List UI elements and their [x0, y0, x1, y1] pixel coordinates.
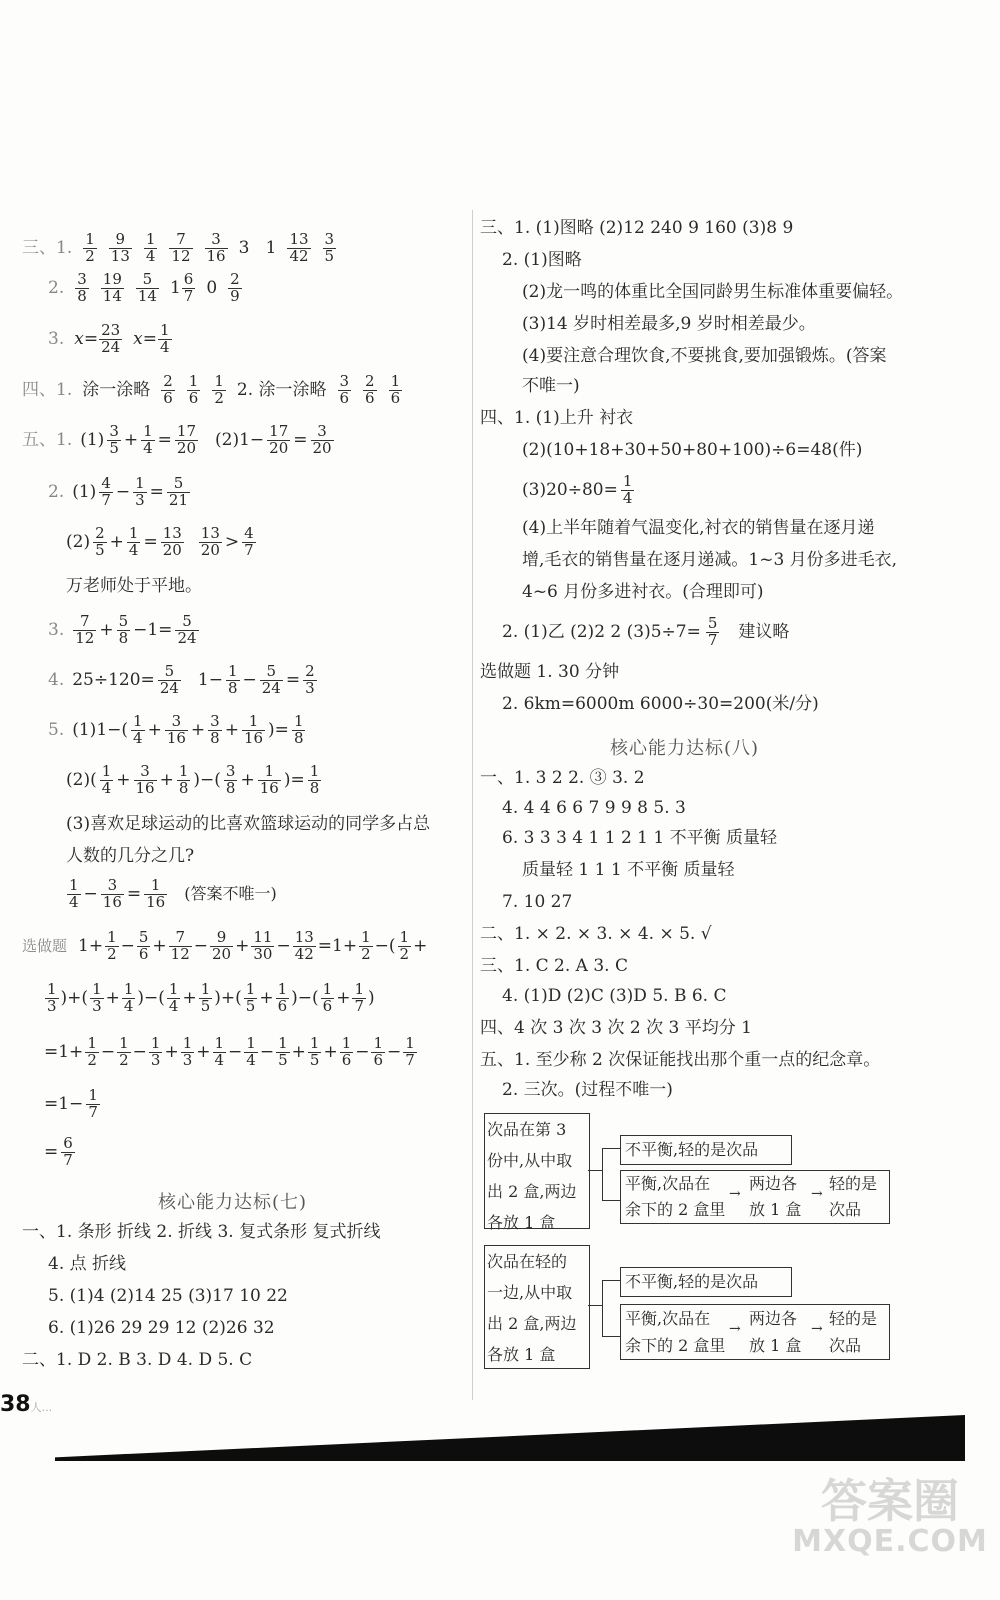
- answer-line: 人数的几分之几?: [66, 846, 195, 866]
- answer-line: 2. (1)图略: [502, 250, 582, 270]
- answer-line: (2)龙一鸣的体重比全国同龄男生标准体重要偏轻。: [522, 282, 904, 302]
- connector-line: [602, 1280, 620, 1281]
- answer-line: 1 4 − $\frac{3}{16}$ = $\frac{1}{16}$ (答案不唯一): [69, 876, 277, 911]
- connector-line: [602, 1148, 620, 1149]
- answer-line: 2. (1)乙 (2)2 2 (3)5÷7= $\frac{5}{7}$ 建议略: [502, 614, 790, 649]
- flow-start-box: 次品在第 3 份中,从中取 出 2 盒,两边 各放 1 盒: [484, 1113, 590, 1229]
- answer-line: 三、1. C 2. A 3. C: [480, 956, 628, 976]
- answer-line: 6. 3 3 3 4 1 1 2 1 1 不平衡 质量轻: [502, 828, 778, 848]
- arrow-right-icon: →: [729, 1186, 741, 1202]
- connector-line: [602, 1200, 620, 1201]
- answer-line: 2. 6km=6000m 6000÷30=200(米/分): [502, 694, 819, 714]
- balanced-box: 平衡,次品在 余下的 2 盒里 两边各 放 1 盒 轻的是 次品 → →: [620, 1304, 890, 1360]
- section-title: 核心能力达标(八): [610, 738, 760, 759]
- answer-line: (3)14 岁时相差最多,9 岁时相差最少。: [522, 314, 816, 334]
- answer-line: 7. 10 27: [502, 892, 573, 912]
- connector-line: [588, 1305, 602, 1306]
- answer-line: 2. (1) 4 7 − $\frac{1}{3}$ = $\frac{5}{21}$: [48, 474, 189, 509]
- answer-line: 4. 4 4 6 6 7 9 9 8 5. 3: [502, 798, 686, 818]
- flow-start-box: 次品在轻的 一边,从中取 出 2 盒,两边 各放 1 盒: [484, 1245, 590, 1369]
- answer-line: 4. (1)D (2)C (3)D 5. B 6. C: [502, 986, 727, 1006]
- answer-line: =1− $\frac{1}{7}$: [44, 1086, 98, 1121]
- answer-line: (2)( 1 4 + $\frac{3}{16}$ + $\frac{1}{8}$ )−( 3 8 + $\frac{1}{16}$ )= $\frac{1}{8}$: [66, 762, 320, 797]
- answer-line: 3. x= $\frac{23}{24}$ x= $\frac{1}{4}$: [48, 321, 170, 356]
- answer-line: 四、1. 涂一涂略 2 6 1 6 1 2 2. 涂一涂略 3 6 2 6 1 6: [22, 372, 401, 407]
- item-marker: 三、1.: [22, 237, 73, 258]
- answer-line: 2. 3 8 19 14 5 14 1 6 7 0 2 9: [48, 270, 240, 305]
- answer-line: =1+ $\frac{1}{2}$ − $\frac{1}{2}$ − $\frac{1}{3}$ + $\frac{1}{3}$ + $\frac{1}{4}$ − $\frac{1}{4}$ − $\frac{1}{5}$ + $\frac{1}{5}$ + $\frac{1}{6}$ − $\frac{1}{6}$ − $\frac{1}{7}$: [44, 1034, 415, 1069]
- unbalanced-box: 不平衡,轻的是次品: [620, 1135, 792, 1165]
- arrow-right-icon: →: [811, 1321, 823, 1337]
- answer-line: 5. (1)1−( 1 4 + $\frac{3}{16}$ + $\frac{3}{8}$ + $\frac{1}{16}$ )= $\frac{1}{8}$: [48, 712, 304, 747]
- answer-line: 4. 25÷120= $\frac{5}{24}$ 1− $\frac{1}{8}$ − $\frac{5}{24}$ = $\frac{2}{3}$: [48, 662, 315, 697]
- answer-line: 一、1. 3 2 2. ③ 3. 2: [480, 768, 645, 788]
- answer-line: 6. (1)26 29 29 12 (2)26 32: [48, 1318, 275, 1338]
- answer-line: 一、1. 条形 折线 2. 折线 3. 复式条形 复式折线: [22, 1222, 381, 1242]
- footer-bar: [55, 1415, 965, 1461]
- page-number: 38人...: [0, 1392, 53, 1417]
- answer-line: 选做题 1+ $\frac{1}{2}$ − $\frac{5}{6}$ + $\frac{7}{12}$ − $\frac{9}{20}$ + $\frac{11}{30}$ − $\frac{13}{42}$ =1+ $\frac{1}{2}$ −( 1 2 +: [22, 928, 428, 963]
- connector-line: [602, 1280, 603, 1336]
- answer-line: 增,毛衣的销售量在逐月递减。1~3 月份多进毛衣,: [522, 550, 898, 570]
- answer-line: 1 3 )+( 1 3 + $\frac{1}{4}$ )−( 1 4 + $\frac{1}{5}$ )+( 1 5 + $\frac{1}{6}$ )−( 1 6 + $\frac{1}{7}$ ): [47, 980, 375, 1015]
- watermark: 答案圈 MXQE.COM: [792, 1474, 988, 1559]
- answer-line: 3. 7 12 + $\frac{5}{8}$ −1= $\frac{5}{24}$: [48, 612, 197, 647]
- answer-line: 万老师处于平地。: [66, 576, 202, 596]
- answer-line: 选做题 1. 30 分钟: [480, 662, 620, 682]
- answer-line: 五、1. (1) 3 5 + $\frac{1}{4}$ = $\frac{17}{20}$ (2)1− $\frac{17}{20}$ = $\frac{3}{20}$: [22, 422, 332, 457]
- answer-line: = $\frac{6}{7}$: [44, 1134, 73, 1169]
- answer-line: 不唯一): [522, 376, 580, 396]
- answer-line: (4)要注意合理饮食,不要挑食,要加强锻炼。(答案: [522, 346, 887, 366]
- answer-line: 三、1. (1)图略 (2)12 240 9 160 (3)8 9: [480, 218, 794, 238]
- connector-line: [602, 1148, 603, 1200]
- answer-line: 三、1. 1 2 9 13 1 4 7 12 3 16 3 1 13 42 3 5: [22, 230, 335, 265]
- section-title: 核心能力达标(七): [158, 1192, 308, 1213]
- answer-line: (3)喜欢足球运动的比喜欢篮球运动的同学多占总: [66, 814, 431, 834]
- answer-line: 二、1. D 2. B 3. D 4. D 5. C: [22, 1350, 253, 1370]
- answer-line: 四、1. (1)上升 衬衣: [480, 408, 634, 428]
- answer-line: 5. (1)4 (2)14 25 (3)17 10 22: [48, 1286, 288, 1306]
- answer-line: (2)(10+18+30+50+80+100)÷6=48(件): [522, 440, 863, 460]
- answer-line: 4. 点 折线: [48, 1254, 127, 1274]
- answer-line: 质量轻 1 1 1 不平衡 质量轻: [522, 860, 735, 880]
- balanced-box: 平衡,次品在 余下的 2 盒里 两边各 放 1 盒 轻的是 次品 → →: [620, 1170, 890, 1224]
- answer-line: (4)上半年随着气温变化,衬衣的销售量在逐月递: [522, 518, 875, 538]
- arrow-right-icon: →: [729, 1321, 741, 1337]
- answer-line: 四、4 次 3 次 3 次 2 次 3 平均分 1: [480, 1018, 752, 1038]
- connector-line: [602, 1336, 620, 1337]
- column-divider: [472, 210, 473, 1400]
- answer-line: 4~6 月份多进衬衣。(合理即可): [522, 582, 764, 602]
- answer-line: 2. 三次。(过程不唯一): [502, 1080, 673, 1100]
- connector-line: [588, 1170, 602, 1171]
- answer-line: (2) 2 5 + $\frac{1}{4}$ = $\frac{13}{20}$ 13 20 > 4 7: [66, 524, 254, 559]
- answer-line: 五、1. 至少称 2 次保证能找出那个重一点的纪念章。: [480, 1050, 881, 1070]
- arrow-right-icon: →: [811, 1186, 823, 1202]
- unbalanced-box: 不平衡,轻的是次品: [620, 1267, 792, 1297]
- answer-line: (3)20÷80= $\frac{1}{4}$: [522, 472, 633, 507]
- answer-line: 二、1. × 2. × 3. × 4. × 5. √: [480, 924, 712, 944]
